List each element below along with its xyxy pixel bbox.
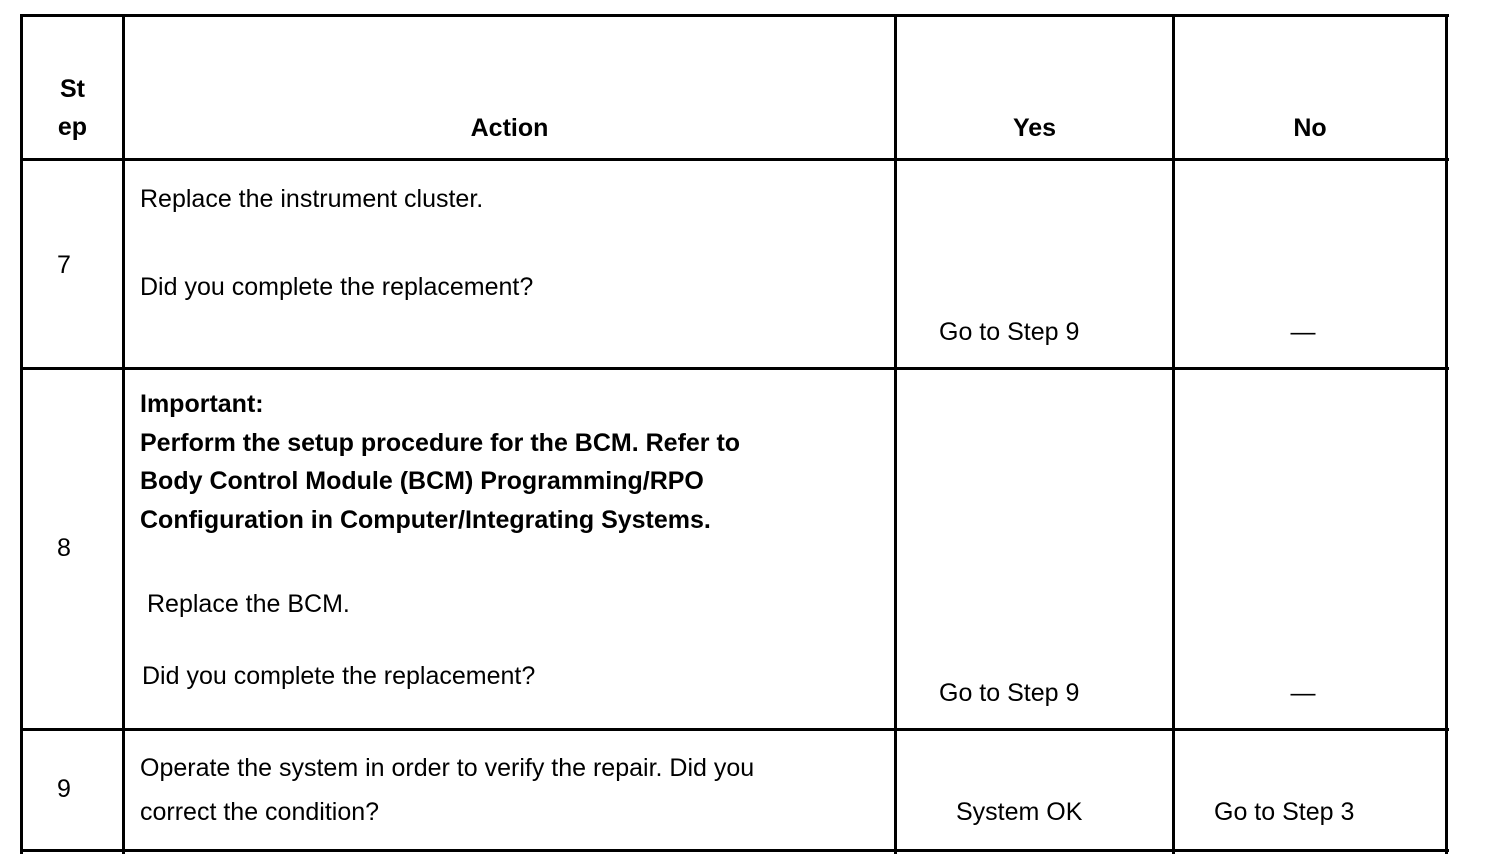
row-8-bottom-border (20, 728, 1449, 731)
header-action: Action (470, 114, 549, 142)
header-yes: Yes (1012, 114, 1057, 142)
row-8-important-label: Important: (140, 390, 264, 418)
header-step-line2: ep (57, 113, 88, 141)
row-7-no: — (1290, 318, 1316, 346)
row-8-action-line2: Did you complete the replacement? (142, 662, 536, 690)
row-8-important-line2: Body Control Module (BCM) Programming/RPO (140, 467, 704, 495)
row-7-bottom-border (20, 367, 1449, 370)
row-9-action-line2: correct the condition? (140, 798, 380, 826)
header-bottom-border (20, 158, 1449, 161)
row-7-step: 7 (57, 251, 71, 279)
header-step-line1: St (60, 75, 85, 103)
row-7-action-line2: Did you complete the replacement? (140, 273, 534, 301)
table-right-border (1445, 14, 1448, 854)
row-7-action-line1: Replace the instrument cluster. (140, 185, 484, 213)
row-9-yes: System OK (956, 798, 1083, 826)
table-bottom-border (20, 849, 1449, 852)
table-top-border (20, 14, 1449, 17)
row-9-action-line1: Operate the system in order to verify the repair. Did you (140, 754, 755, 782)
header-no: No (1293, 114, 1327, 142)
row-8-important-line3: Configuration in Computer/Integrating Systems. (140, 506, 711, 534)
row-8-yes: Go to Step 9 (939, 679, 1080, 707)
row-8-no: — (1290, 679, 1316, 707)
header-step (23, 74, 122, 142)
row-7-yes: Go to Step 9 (939, 318, 1080, 346)
row-8-action-line1: Replace the BCM. (147, 590, 350, 618)
row-8-important-line1: Perform the setup procedure for the BCM. Refer to (140, 429, 741, 457)
row-9-no: Go to Step 3 (1214, 798, 1355, 826)
row-8-step: 8 (57, 534, 71, 562)
row-9-step: 9 (57, 775, 71, 803)
